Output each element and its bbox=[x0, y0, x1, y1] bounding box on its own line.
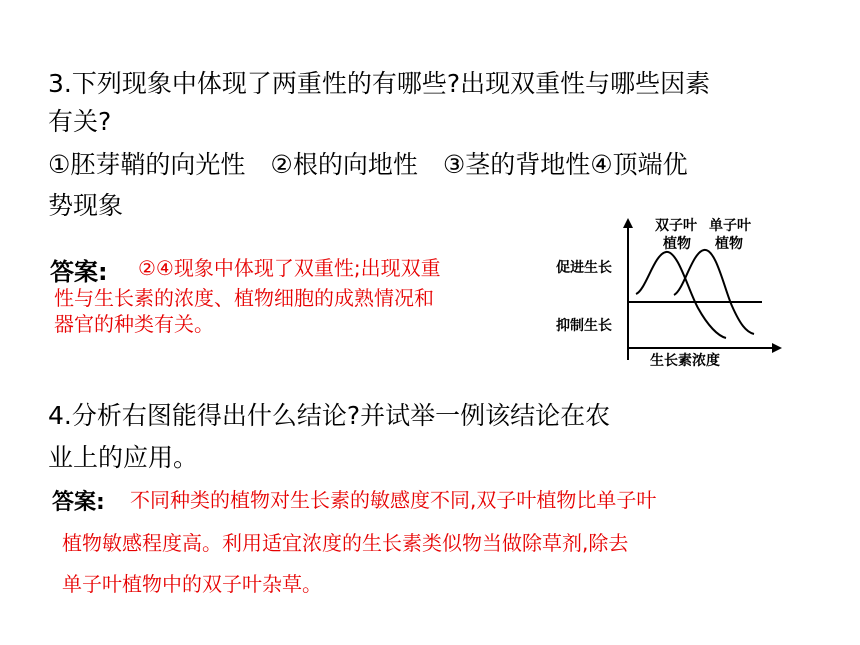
question-3-line-4: 势现象 bbox=[48, 191, 124, 220]
x-axis-label: 生长素浓度 bbox=[650, 353, 720, 369]
question-4-line-2: 业上的应用。 bbox=[48, 443, 199, 472]
inhibit-growth-label: 抑制生长 bbox=[556, 318, 612, 334]
auxin-concentration-figure bbox=[552, 210, 792, 370]
dicot-label-line-2: 植物 bbox=[663, 236, 691, 252]
answer-4-label: 答案: bbox=[52, 490, 105, 515]
answer-4-line-2: 植物敏感程度高。利用适宜浓度的生长素类似物当做除草剂,除去 bbox=[62, 531, 629, 555]
dicot-label-line-1: 双子叶 bbox=[655, 218, 697, 234]
promote-growth-label: 促进生长 bbox=[556, 260, 612, 276]
answer-3-line-1: ②④现象中体现了双重性;出现双重 bbox=[138, 256, 441, 280]
x-axis-arrow bbox=[772, 343, 782, 353]
dicot-curve bbox=[636, 252, 726, 338]
monocot-curve bbox=[674, 250, 754, 334]
answer-3-line-2: 性与生长素的浓度、植物细胞的成熟情况和 bbox=[54, 286, 434, 310]
answer-4-line-3: 单子叶植物中的双子叶杂草。 bbox=[62, 572, 322, 596]
answer-3-label: 答案: bbox=[50, 258, 108, 286]
monocot-label-line-1: 单子叶 bbox=[709, 218, 751, 234]
question-4-line-1: 4.分析右图能得出什么结论?并试举一例该结论在农 bbox=[48, 401, 611, 430]
y-axis-arrow bbox=[623, 218, 633, 228]
monocot-label-line-2: 植物 bbox=[715, 236, 743, 252]
answer-4-line-1: 不同种类的植物对生长素的敏感度不同,双子叶植物比单子叶 bbox=[130, 488, 657, 512]
question-3-line-2: 有关? bbox=[48, 107, 112, 136]
answer-3-line-3: 器官的种类有关。 bbox=[54, 312, 214, 336]
question-3-options: ①胚芽鞘的向光性 ②根的向地性 ③茎的背地性④顶端优 bbox=[48, 150, 688, 179]
question-3-line-1: 3.下列现象中体现了两重性的有哪些?出现双重性与哪些因素 bbox=[48, 69, 711, 98]
